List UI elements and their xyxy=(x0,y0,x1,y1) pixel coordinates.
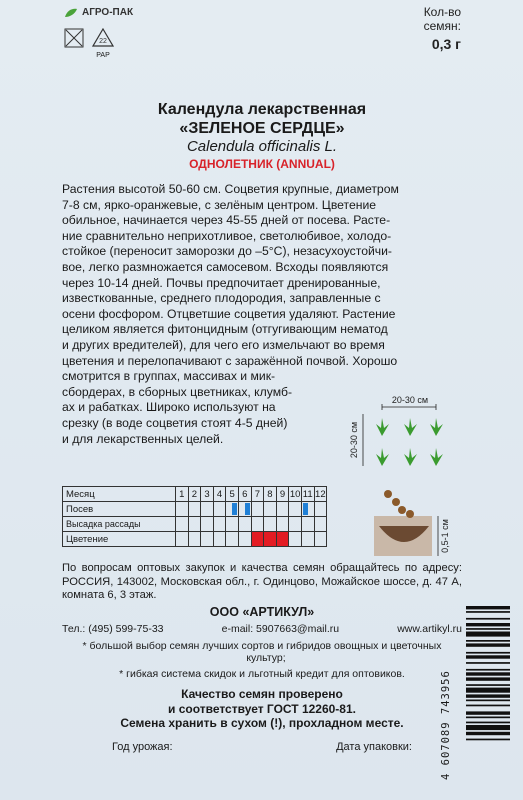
barcode-bar xyxy=(466,669,510,671)
barcode-bar xyxy=(466,700,510,702)
desc-line: срезку (в воде соцветия стоят 4-5 дней) xyxy=(62,415,288,430)
barcode-bar xyxy=(466,722,510,724)
month-cell: 11 xyxy=(302,488,313,500)
quantity-label-2: семян: xyxy=(423,19,461,33)
recycle-mark xyxy=(92,28,114,59)
contact-line xyxy=(62,623,462,637)
calendar-cell xyxy=(176,502,189,517)
desc-line: вое, легко размножается самосевом. Всходы появляются xyxy=(62,259,389,274)
calendar-cell xyxy=(226,502,239,517)
sowing-depth: 0,5-1 см xyxy=(440,519,450,553)
quantity-value: 0,3 г xyxy=(431,36,461,52)
spacing-vertical: 20-30 см xyxy=(349,421,359,459)
calendar-row-sowing xyxy=(63,502,327,517)
barcode-bar xyxy=(466,662,510,664)
no-food-contact-icon xyxy=(64,28,84,48)
seed-icon xyxy=(392,498,400,506)
barcode xyxy=(466,604,510,784)
barcode-bar xyxy=(466,643,510,646)
date-fields xyxy=(112,741,412,753)
calendar-cell xyxy=(301,502,314,517)
desc-line: Растения высотой 50-60 см. Соцветия крупные, диаметром xyxy=(62,182,399,196)
sowing-mark xyxy=(245,503,250,515)
month-cell: 5 xyxy=(226,487,239,502)
barcode-bar xyxy=(466,732,510,735)
sowing-depth-illustration xyxy=(374,486,454,556)
month-cell: 4 xyxy=(213,487,226,502)
website[interactable]: www.artikyl.ru xyxy=(397,623,462,635)
quality-line: Качество семян проверено xyxy=(181,687,343,701)
quality-note xyxy=(62,687,462,731)
barcode-bar xyxy=(466,632,510,637)
leaf-icon xyxy=(64,8,78,18)
seed-quantity xyxy=(424,5,461,51)
quality-line: Семена хранить в сухом (!), прохладном месте. xyxy=(120,716,404,730)
barcode-bar xyxy=(466,717,510,719)
barcode-bar xyxy=(466,677,510,680)
quality-line: и соответствует ГОСТ 12260-81. xyxy=(167,701,356,716)
calendar-cell xyxy=(188,502,201,517)
sowing-calendar xyxy=(62,486,327,547)
desc-line: известкованные, среднего плодородия, заправленные с xyxy=(62,291,381,306)
phone: Тел.: (495) 599-75-33 xyxy=(62,623,164,635)
seed-icon xyxy=(398,506,406,514)
desc-line: и для лекарственных целей. xyxy=(62,431,224,446)
packaging-marks xyxy=(64,28,114,59)
planting-scheme xyxy=(348,392,458,472)
quantity-label-1: Кол-во xyxy=(423,5,461,19)
calendar-header: Месяц xyxy=(63,487,176,502)
brand-name: АГРО-ПАК xyxy=(82,7,134,18)
calendar-cell xyxy=(251,502,264,517)
barcode-bar xyxy=(466,655,510,658)
contacts-block xyxy=(62,562,462,731)
recycle-code: 22 xyxy=(99,38,107,45)
offer-bullet: * гибкая система скидок и льготный кредит для оптовиков. xyxy=(119,667,405,680)
barcode-number: 4 607089 743956 xyxy=(440,670,452,780)
month-cell: 8 xyxy=(264,487,277,502)
title-block xyxy=(62,100,462,172)
barcode-bar xyxy=(466,684,510,686)
month-cell: 6 xyxy=(238,487,251,502)
sowing-mark xyxy=(232,503,237,515)
month-cell: 1 xyxy=(176,487,189,502)
barcode-bar xyxy=(466,611,510,613)
month-cell: 3 xyxy=(201,487,214,502)
barcode-bar xyxy=(466,672,510,675)
seed-icon xyxy=(384,490,392,498)
plant-type: ОДНОЛЕТНИК (ANNUAL) xyxy=(189,157,335,171)
calendar-cell xyxy=(314,502,327,517)
calendar-row-seedlings xyxy=(63,517,327,532)
barcode-bar xyxy=(466,628,510,630)
calendar-cell xyxy=(201,502,214,517)
barcode-bar xyxy=(466,694,510,697)
barcode-bar xyxy=(466,606,510,609)
month-cell: 12 xyxy=(315,488,326,500)
barcode-bar xyxy=(466,640,510,642)
barcode-bar xyxy=(466,725,510,730)
pack-date-label: Дата упаковки: xyxy=(336,741,412,753)
calendar-row-flowering xyxy=(63,532,327,547)
row-label: Цветение xyxy=(63,532,176,547)
calendar-cell xyxy=(264,502,277,517)
barcode-bar xyxy=(466,688,510,693)
recycle-icon xyxy=(92,28,114,48)
desc-line: 7-8 см, ярко-оранжевые, с зелёным центром. Цветение xyxy=(62,197,377,212)
offer-bullet: * большой выбор семян лучших сортов и гибридов овощных и цветочных культур; xyxy=(82,639,442,664)
flowering-mark xyxy=(276,532,289,547)
calendar-cell xyxy=(276,502,289,517)
desc-line: и других вредителей), для чего его измельчают во время xyxy=(62,337,385,352)
desc-line: ах и рабатках. Широко используют на xyxy=(62,400,276,415)
desc-line: обильное, начинается через 45-55 дней от посева. Расте- xyxy=(62,213,391,228)
barcode-bar xyxy=(466,623,510,626)
row-label: Высадка рассады xyxy=(63,517,176,532)
barcode-bar xyxy=(466,739,510,741)
row-label: Посев xyxy=(63,502,176,517)
calendar-cell xyxy=(238,502,251,517)
flowering-mark xyxy=(251,532,264,547)
address: По вопросам оптовых закупок и качества семян обращайтесь по адресу: РОССИЯ, 143002, Московская обл., г. Одинцово, Можайское шоссе, д. 47 А, комната 6, 3 этаж. xyxy=(62,562,462,601)
month-cell: 10 xyxy=(289,488,301,500)
desc-line: смотрится в группах, массивах и мик- xyxy=(62,369,276,384)
month-cell: 7 xyxy=(251,487,264,502)
harvest-year-label: Год урожая: xyxy=(112,741,173,753)
desc-line: ние сравнительно неприхотливое, светолюбивое, холодо- xyxy=(62,228,392,243)
email[interactable]: e-mail: 5907663@mail.ru xyxy=(221,623,340,635)
desc-line: цветения и перелопачивают с заражённой почвой. Хорошо xyxy=(62,353,398,368)
barcode-bar xyxy=(466,618,510,620)
desc-line: целиком является фитонцидным (отгугивающим нематод xyxy=(62,322,388,337)
calendar-header-row xyxy=(63,487,327,502)
sowing-mark xyxy=(303,503,308,515)
flowering-mark xyxy=(264,532,277,547)
latin-name: Calendula officinalis L. xyxy=(186,138,338,155)
recycle-label: PAP xyxy=(96,52,110,59)
brand-logo xyxy=(64,7,133,18)
calendar-cell xyxy=(213,502,226,517)
variety-name: «ЗЕЛЕНОЕ СЕРДЦЕ» xyxy=(179,120,345,137)
barcode-bar xyxy=(466,652,510,654)
barcode-bar xyxy=(466,711,510,714)
desc-line: сбордерах, в сборных цветниках, клумб- xyxy=(62,384,292,399)
product-name: Календула лекарственная xyxy=(157,101,367,118)
desc-line: стойкое (переносит заморозки до –5°С), незасухоустойчи- xyxy=(62,244,392,259)
barcode-bar xyxy=(466,705,510,707)
seedling-icon xyxy=(376,418,443,466)
seed-icon xyxy=(406,510,414,518)
company-name: ООО «АРТИКУЛ» xyxy=(209,604,315,619)
calendar-cell xyxy=(289,502,302,517)
spacing-horizontal: 20-30 см xyxy=(391,395,429,405)
desc-line: осени фосфором. Отцветшие соцветия удаляют. Растение xyxy=(62,306,396,321)
desc-line: через 10-14 дней. Почвы предпочитает дренированные, xyxy=(62,275,381,290)
month-cell: 9 xyxy=(276,487,289,502)
month-cell: 2 xyxy=(188,487,201,502)
